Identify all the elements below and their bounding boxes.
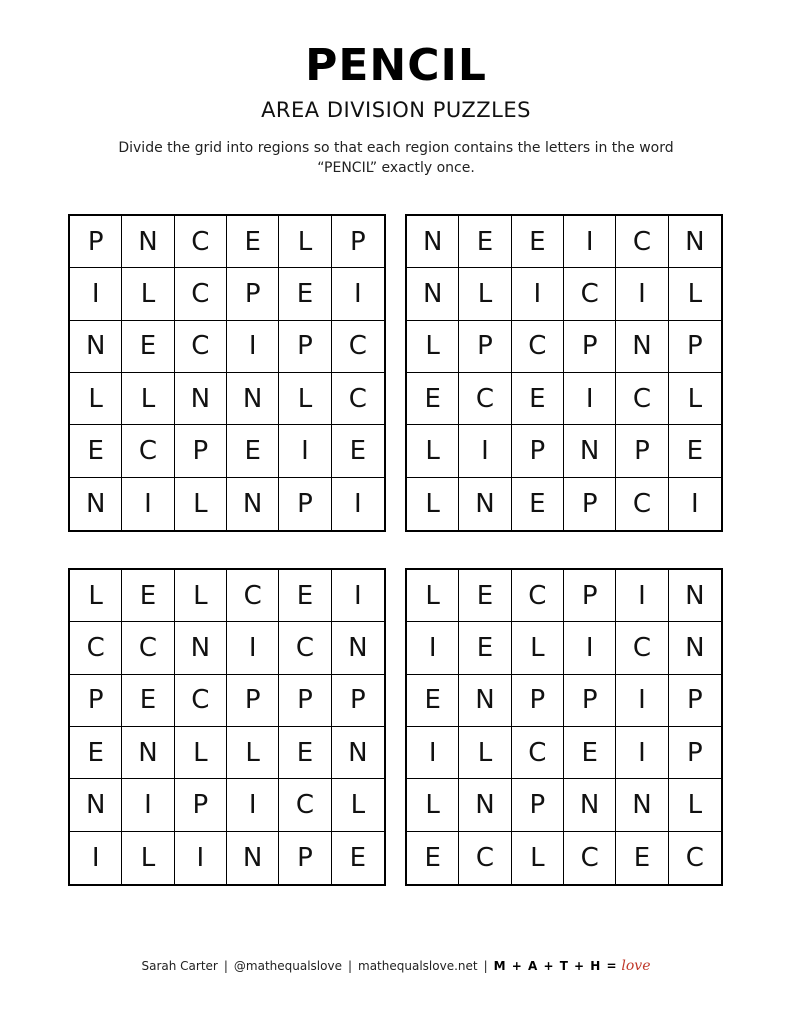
grid-cell: L (122, 268, 174, 320)
grid-cell: C (616, 216, 668, 268)
grid-cell: C (616, 478, 668, 530)
grid-cell: C (512, 570, 564, 622)
grid-cell: N (227, 373, 279, 425)
grid-cell: C (564, 268, 616, 320)
grid-cell: L (175, 727, 227, 779)
grid-cell: N (407, 268, 459, 320)
grid-cell: C (279, 622, 331, 674)
grid-cell: P (332, 675, 384, 727)
grid-cell: N (459, 675, 511, 727)
grid-cell: I (70, 832, 122, 884)
grid-cell: I (353, 488, 362, 519)
grid-cell: I (564, 216, 616, 268)
grid-cell: I (459, 425, 511, 477)
grid-cell: I (122, 779, 174, 831)
grid-cell: L (407, 779, 459, 831)
grid-cell: E (669, 425, 721, 477)
grid-cell: C (122, 622, 174, 674)
grid-cell: I (332, 268, 384, 320)
grid-cell: I (616, 570, 668, 622)
grid-cell: L (227, 727, 279, 779)
instructions: Divide the grid into regions so that each region contains the letters in the word “PENCIL” exactly once. (118, 140, 674, 176)
page-title: PENCIL (305, 40, 487, 91)
grid-cell: L (669, 779, 721, 831)
grid-cell: C (175, 216, 227, 268)
grid-cell: I (227, 622, 279, 674)
grid-cell: E (407, 373, 459, 425)
grid-cell: P (227, 268, 279, 320)
puzzle-grid-1 (68, 214, 386, 532)
grid-cell: P (70, 216, 122, 268)
grid-cell: I (227, 321, 279, 373)
grid-cell: N (227, 478, 279, 530)
grid-cell: E (459, 570, 511, 622)
grid-cell: I (227, 779, 279, 831)
grid-cell: C (332, 321, 384, 373)
grid-cell: E (122, 321, 174, 373)
grid-cell: C (564, 832, 616, 884)
grid-cell: N (564, 779, 616, 831)
grid-cell: N (175, 373, 227, 425)
grid-cell: P (279, 321, 331, 373)
grid-cell: E (407, 675, 459, 727)
grid-cell: C (122, 425, 174, 477)
grid-cell: E (279, 570, 331, 622)
footer-handle: @mathequalslove (233, 959, 342, 973)
grid-cell: E (512, 478, 564, 530)
grid-cell: C (175, 268, 227, 320)
grid-cell: I (407, 727, 459, 779)
grid-cell: N (70, 779, 122, 831)
grid-cell: N (407, 216, 459, 268)
grid-cell: C (512, 321, 564, 373)
grid-cell: L (332, 779, 384, 831)
grid-cell: E (227, 425, 279, 477)
grid-cell: N (70, 321, 122, 373)
page-subtitle: AREA DIVISION PUZZLES (261, 98, 531, 122)
grid-cell: I (279, 425, 331, 477)
grid-cell: L (70, 373, 122, 425)
grid-cell: N (669, 216, 721, 268)
grid-cell: C (70, 622, 122, 674)
footer-site: mathequalslove.net (358, 959, 478, 973)
grid-cell: C (279, 779, 331, 831)
grid-cell: I (616, 675, 668, 727)
grid-cell: I (564, 373, 616, 425)
puzzle-grid-2 (405, 214, 723, 532)
grid-cell: I (564, 622, 616, 674)
grid-cell: C (685, 842, 704, 873)
grid-cell: C (459, 832, 511, 884)
grid-cell: L (669, 373, 721, 425)
grid-cell: P (564, 570, 616, 622)
grid-cell: E (407, 832, 459, 884)
grid-cell: L (512, 832, 564, 884)
grid-cell: N (616, 779, 668, 831)
grid-cell: E (512, 216, 564, 268)
grid-cell: E (349, 842, 367, 873)
grid-cell: N (459, 478, 511, 530)
grid-cell: I (332, 570, 384, 622)
grid-cell: E (564, 727, 616, 779)
grid-cell: P (459, 321, 511, 373)
grid-cell: N (175, 622, 227, 674)
grid-cell: P (512, 425, 564, 477)
grid-cell: N (669, 570, 721, 622)
grid-cell: E (70, 727, 122, 779)
grid-cell: P (512, 779, 564, 831)
grid-cell: I (616, 727, 668, 779)
grid-cell: E (459, 216, 511, 268)
grid-cell: P (175, 425, 227, 477)
grid-cell: N (332, 622, 384, 674)
grid-cell: P (332, 216, 384, 268)
grid-cell: E (279, 727, 331, 779)
grid-cell: P (564, 321, 616, 373)
footer-brand: M + A + T + H = (493, 959, 618, 973)
grid-cell: L (407, 478, 459, 530)
grid-cell: C (459, 373, 511, 425)
grid-cell: N (122, 727, 174, 779)
grid-cell: P (70, 675, 122, 727)
grid-cell: L (175, 478, 227, 530)
grid-cell: C (175, 675, 227, 727)
grid-cell: N (122, 216, 174, 268)
grid-cell: N (669, 622, 721, 674)
grid-cell: I (616, 268, 668, 320)
grid-cell: P (669, 675, 721, 727)
grid-cell: I (122, 478, 174, 530)
puzzle-grid-3 (68, 568, 386, 886)
grid-cell: E (616, 832, 668, 884)
grid-cell: L (459, 268, 511, 320)
grid-cell: L (407, 321, 459, 373)
grid-cell: N (332, 727, 384, 779)
grid-cell: N (227, 832, 279, 884)
grid-cell: L (122, 832, 174, 884)
grid-cell: E (512, 373, 564, 425)
grid-cell: C (227, 570, 279, 622)
grid-cell: L (459, 727, 511, 779)
grid-cell: P (512, 675, 564, 727)
grid-cell: I (690, 488, 699, 519)
grid-cell: E (227, 216, 279, 268)
grid-cell: E (70, 425, 122, 477)
grid-cell: P (669, 321, 721, 373)
grid-cell: E (122, 570, 174, 622)
grid-cell: P (616, 425, 668, 477)
grid-cell: E (332, 425, 384, 477)
grid-cell: P (279, 675, 331, 727)
grid-cell: L (407, 570, 459, 622)
grid-cell: N (564, 425, 616, 477)
grid-cell: P (564, 675, 616, 727)
grid-cell: P (279, 832, 331, 884)
grid-cell: L (279, 373, 331, 425)
grid-cell: N (459, 779, 511, 831)
grid-cell: L (70, 570, 122, 622)
grid-cell: P (279, 478, 331, 530)
grid-cell: C (175, 321, 227, 373)
grid-cell: L (407, 425, 459, 477)
grid-cell: E (459, 622, 511, 674)
grid-cell: L (122, 373, 174, 425)
grid-cell: L (279, 216, 331, 268)
grid-cell: C (616, 373, 668, 425)
grid-cell: L (512, 622, 564, 674)
grid-cell: N (70, 478, 122, 530)
grid-cell: C (332, 373, 384, 425)
grid-cell: I (70, 268, 122, 320)
grid-cell: I (512, 268, 564, 320)
grid-cell: I (175, 832, 227, 884)
grid-cell: C (616, 622, 668, 674)
footer-author: Sarah Carter (141, 959, 218, 973)
grid-cell: L (669, 268, 721, 320)
footer: Sarah Carter | @mathequalslove | mathequalslove.net | M + A + T + H = love (141, 958, 651, 974)
footer-brand-love: love (621, 958, 651, 974)
grid-cell: E (279, 268, 331, 320)
puzzle-grid-4 (405, 568, 723, 886)
grid-cell: I (407, 622, 459, 674)
grid-cell: P (227, 675, 279, 727)
grid-cell: P (175, 779, 227, 831)
grid-cell: P (564, 478, 616, 530)
grid-cell: L (175, 570, 227, 622)
grid-cell: E (122, 675, 174, 727)
grid-cell: N (616, 321, 668, 373)
grid-cell: P (669, 727, 721, 779)
grid-cell: C (512, 727, 564, 779)
